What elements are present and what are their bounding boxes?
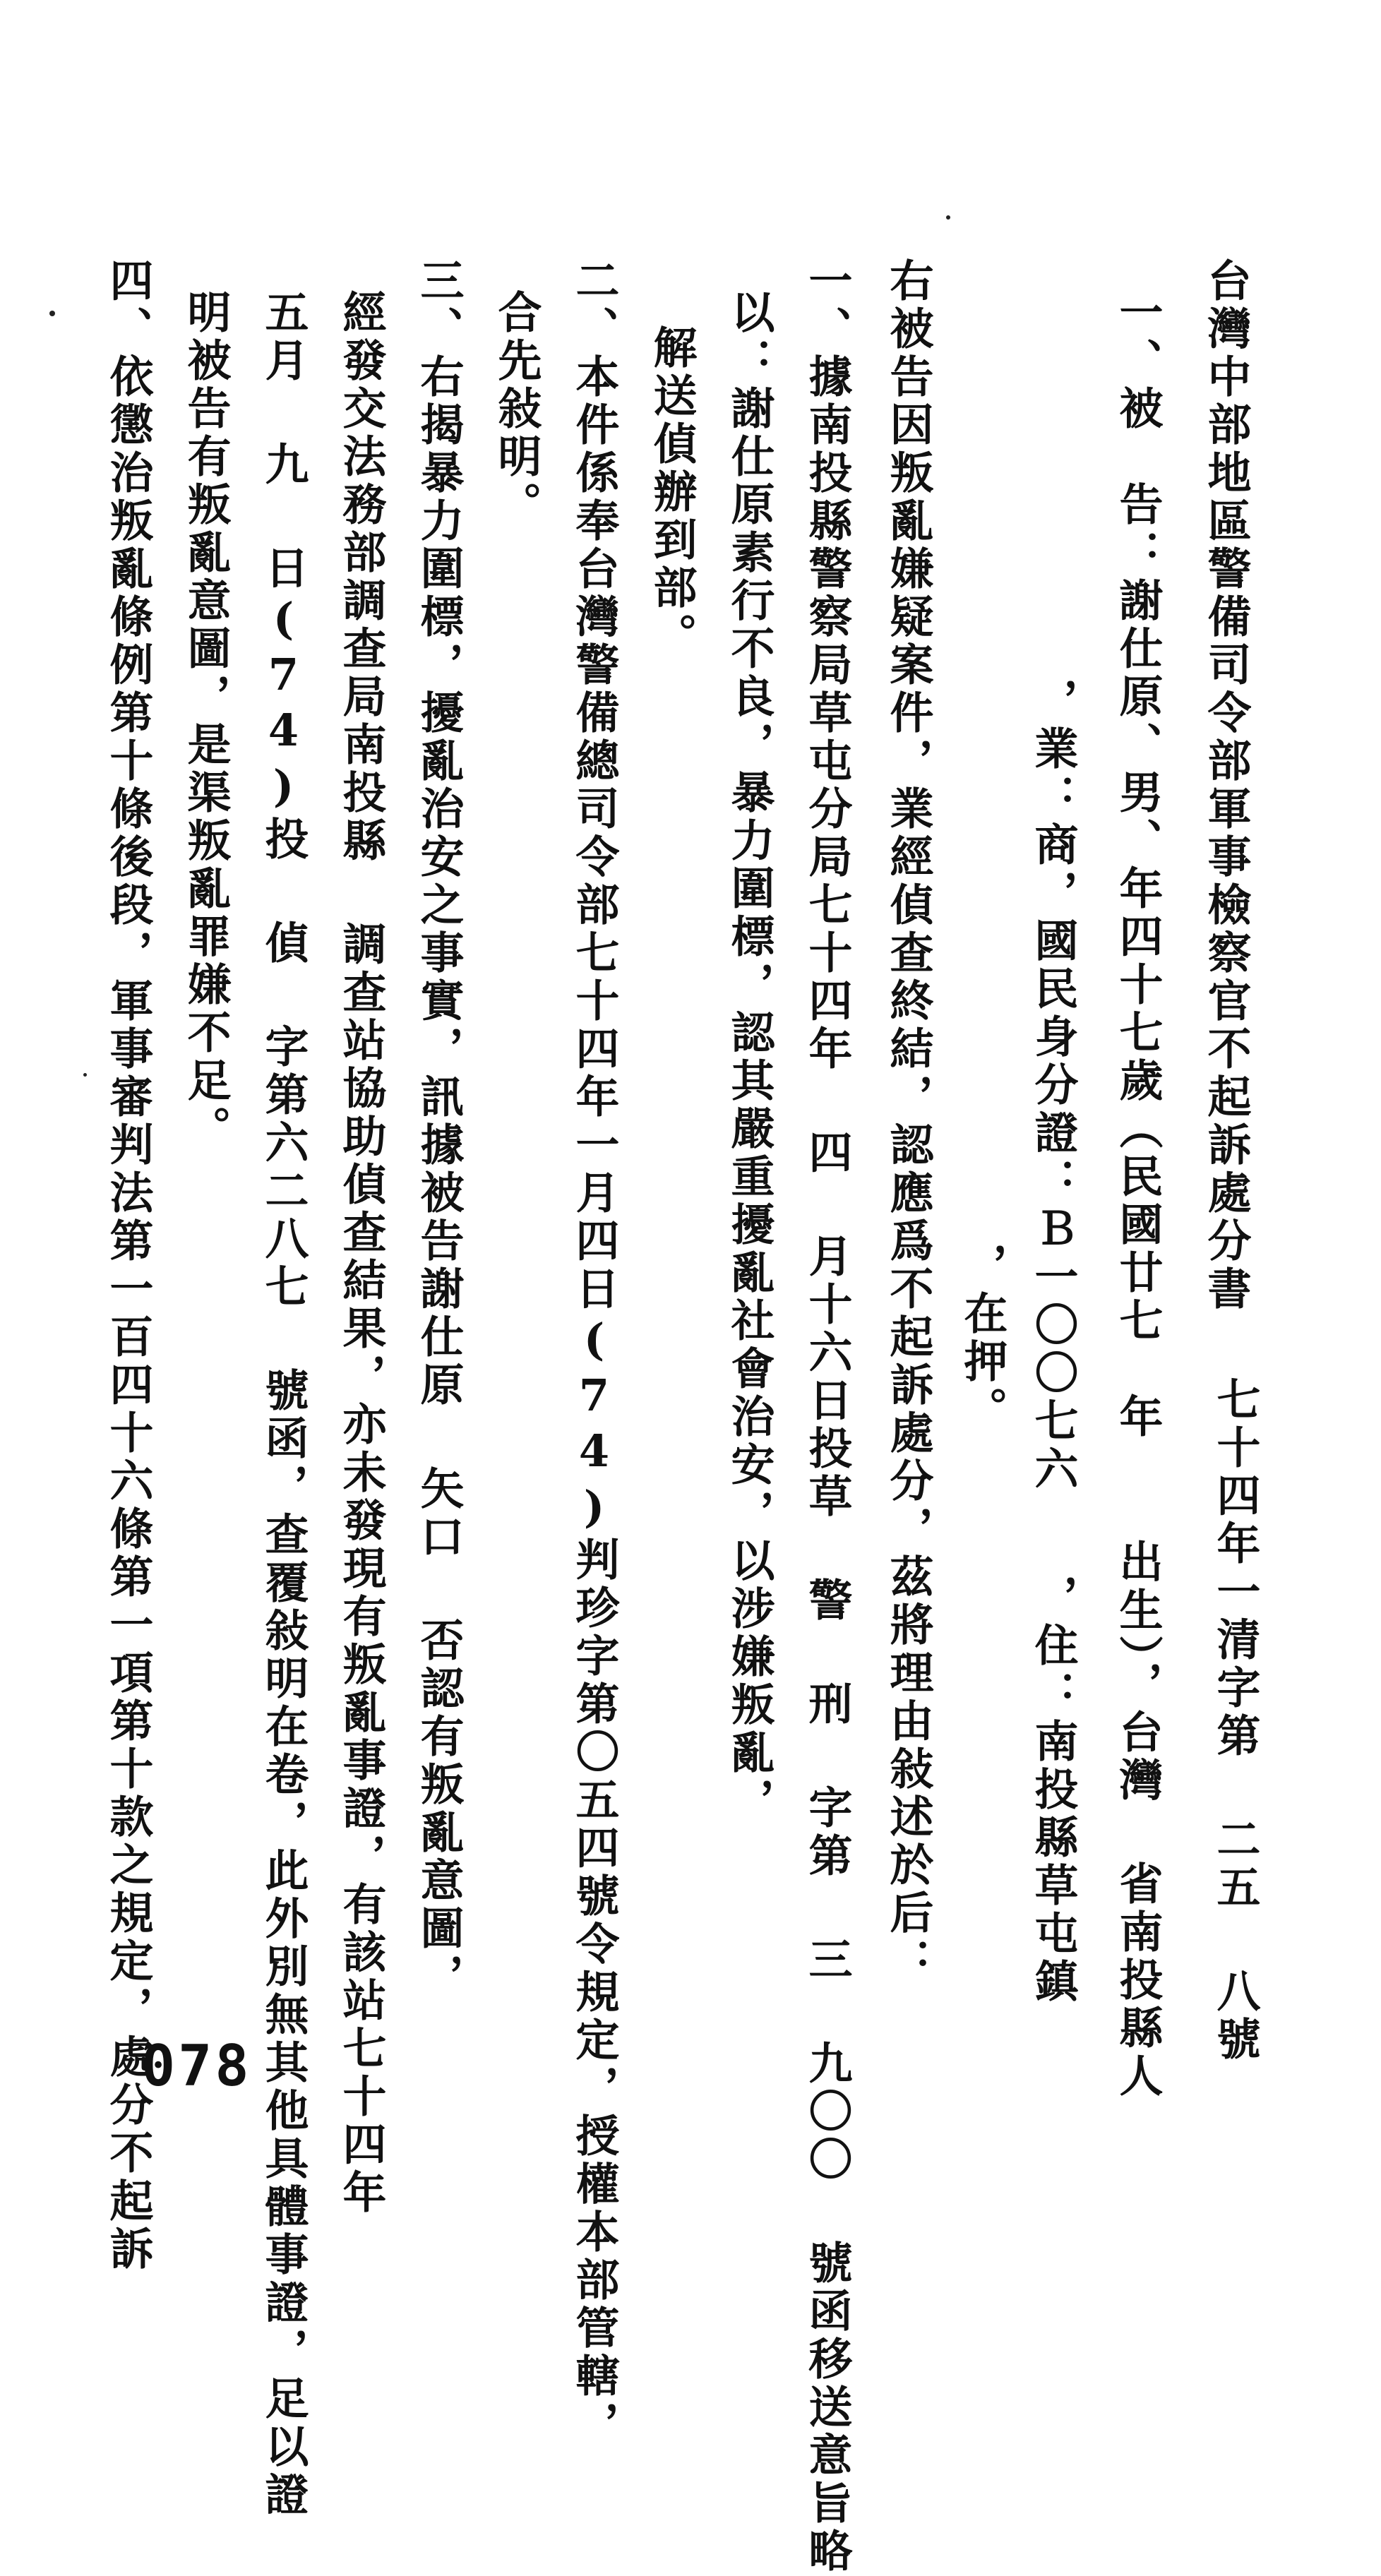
- scan-speck: [49, 311, 55, 316]
- scan-speck: [946, 215, 950, 220]
- section-3-line-4: 明被告有叛亂意圖，是渠叛亂罪嫌不足。: [180, 289, 232, 1154]
- defendant-line-1: 一、被 告：謝仕原、男、年四十七歲（民國廿七 年: [1112, 289, 1164, 1442]
- section-2-line-2: 合先敍明。: [491, 289, 542, 529]
- document-title: 台灣中部地區警備司令部軍事檢察官不起訴處分書: [1200, 258, 1252, 1314]
- defendant-line-3: ，在押。: [957, 1242, 1008, 1434]
- section-2-line-1: 二、本件係奉台灣警備總司令部七十四年一月四日(74)判珍字第〇五四號令規定，授權本部管轄，: [568, 258, 620, 2449]
- section-1-line-1: 一、據南投縣警察局草屯分局七十四年 四 月十六日投草 警 刑 字第 三 九〇〇 號函移送意旨略: [801, 258, 853, 2576]
- section-1-line-2: 以：謝仕原素行不良，暴力圍標，認其嚴重擾亂社會治安，以涉嫌叛亂，: [724, 289, 775, 1826]
- defendant-line-2-cont: ，住：南投縣草屯鎮: [1027, 1574, 1079, 2006]
- section-3-line-3: 五月 九 日(74)投 偵 字第六二八七 號函，查覆敍明在卷，此外別無其他具體事證，足以證: [258, 289, 309, 2520]
- defendant-line-2: ，業：商，國民身分證：Ｂ一〇〇七六: [1027, 678, 1079, 1494]
- section-3-line-1: 三、右揭暴力圍標，擾亂治安之事實，訊據被告謝仕原 矢口 否認有叛亂意圖，: [413, 258, 465, 2001]
- scan-speck: [83, 1073, 87, 1077]
- section-3-line-2: 經發交法務部調查局南投縣 調查站協助偵查結果，亦未發現有叛亂事證，有該站七十四年: [335, 289, 387, 2217]
- section-1-line-3: 解送偵辦到部。: [646, 325, 698, 661]
- case-number: 七十四年一清字第 二五 八號: [1209, 1377, 1261, 2064]
- section-4-line-1: 四、依懲治叛亂條例第十條後段，軍事審判法第一百四十六條第一項第十款之規定，處分不起訴: [102, 258, 154, 2274]
- intro-statement: 右被告因叛亂嫌疑案件，業經偵查終結，認應爲不起訴處分，茲將理由敍述於后：: [883, 258, 934, 1986]
- page-number: 078: [141, 2033, 252, 2099]
- defendant-line-1-cont: 出生），台灣 省南投縣人: [1112, 1539, 1164, 2101]
